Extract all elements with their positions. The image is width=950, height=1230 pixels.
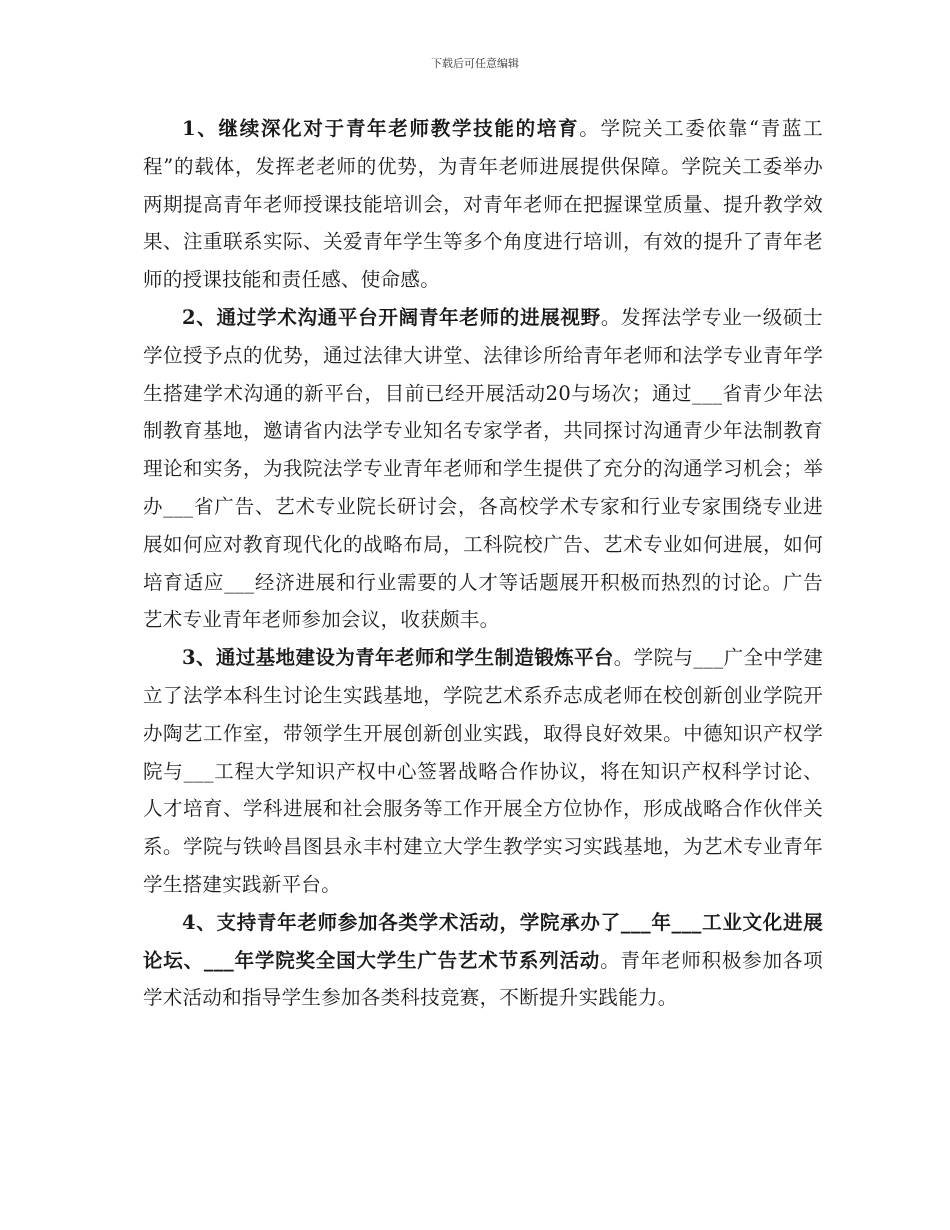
paragraph-1 <box>143 110 823 299</box>
paragraph-3-heading: 3、通过基地建设为青年老师和学生制造锻炼平台 <box>182 646 614 670</box>
paragraph-1-text: 。学院关工委依靠“青蓝工程”的载体，发挥老老师的优势，为青年老师进展提供保障。学院关工委举办两期提高青年老师授课技能培训会，对青年老师在把握课堂质量、提升教学效果、注重联系实际、关爱青年学生等多个角度进行培训，有效的提升了青年老师的授课技能和责任感、使命感。 <box>143 117 823 292</box>
paragraph-4 <box>143 904 823 1017</box>
paragraph-4-heading: 4、支持青年老师参加各类学术活动，学院承办了___年___工业文化进展论坛、___年学院奖全国大学生广告艺术节系列活动 <box>143 910 823 972</box>
document-body <box>143 110 823 1017</box>
paragraph-2-text: 。发挥法学专业一级硕士学位授予点的优势，通过法律大讲堂、法律诊所给青年老师和法学专业青年学生搭建学术沟通的新平台，目前已经开展活动20与场次；通过___省青少年法制教育基地，邀请省内法学专业知名专家学者，共同探讨沟通青少年法制教育理论和实务，为我院法学专业青年老师和学生提供了充分的沟通学习机会；举办___省广告、艺术专业院长研讨会，各高校学术专家和行业专家围绕专业进展如何应对教育现代化的战略布局，工科院校广告、艺术专业如何进展，如何培育适应___经济进展和行业需要的人才等话题展开积极而热烈的讨论。广告艺术专业青年老师参加会议，收获颇丰。 <box>143 305 823 632</box>
paragraph-3-text: 。学院与___广全中学建立了法学本科生讨论生实践基地，学院艺术系乔志成老师在校创新创业学院开办陶艺工作室，带领学生开展创新创业实践，取得良好效果。中德知识产权学院与___工程大学知识产权中心签署战略合作协议，将在知识产权科学讨论、人才培育、学科进展和社会服务等工作开展全方位协作，形成战略合作伙伴关系。学院与铁岭昌图县永丰村建立大学生教学实习实践基地，为艺术专业青年学生搭建实践新平台。 <box>143 646 823 896</box>
paragraph-4-text: 。青年老师积极参加各项学术活动和指导学生参加各类科技竞赛，不断提升实践能力。 <box>143 948 823 1010</box>
paragraph-2 <box>143 299 823 639</box>
paragraph-3 <box>143 639 823 904</box>
paragraph-2-heading: 2、通过学术沟通平台开阔青年老师的进展视野 <box>182 305 601 329</box>
paragraph-1-heading: 1、继续深化对于青年老师教学技能的培育 <box>182 117 580 140</box>
page-header: 下载后可任意编辑 <box>431 57 519 70</box>
